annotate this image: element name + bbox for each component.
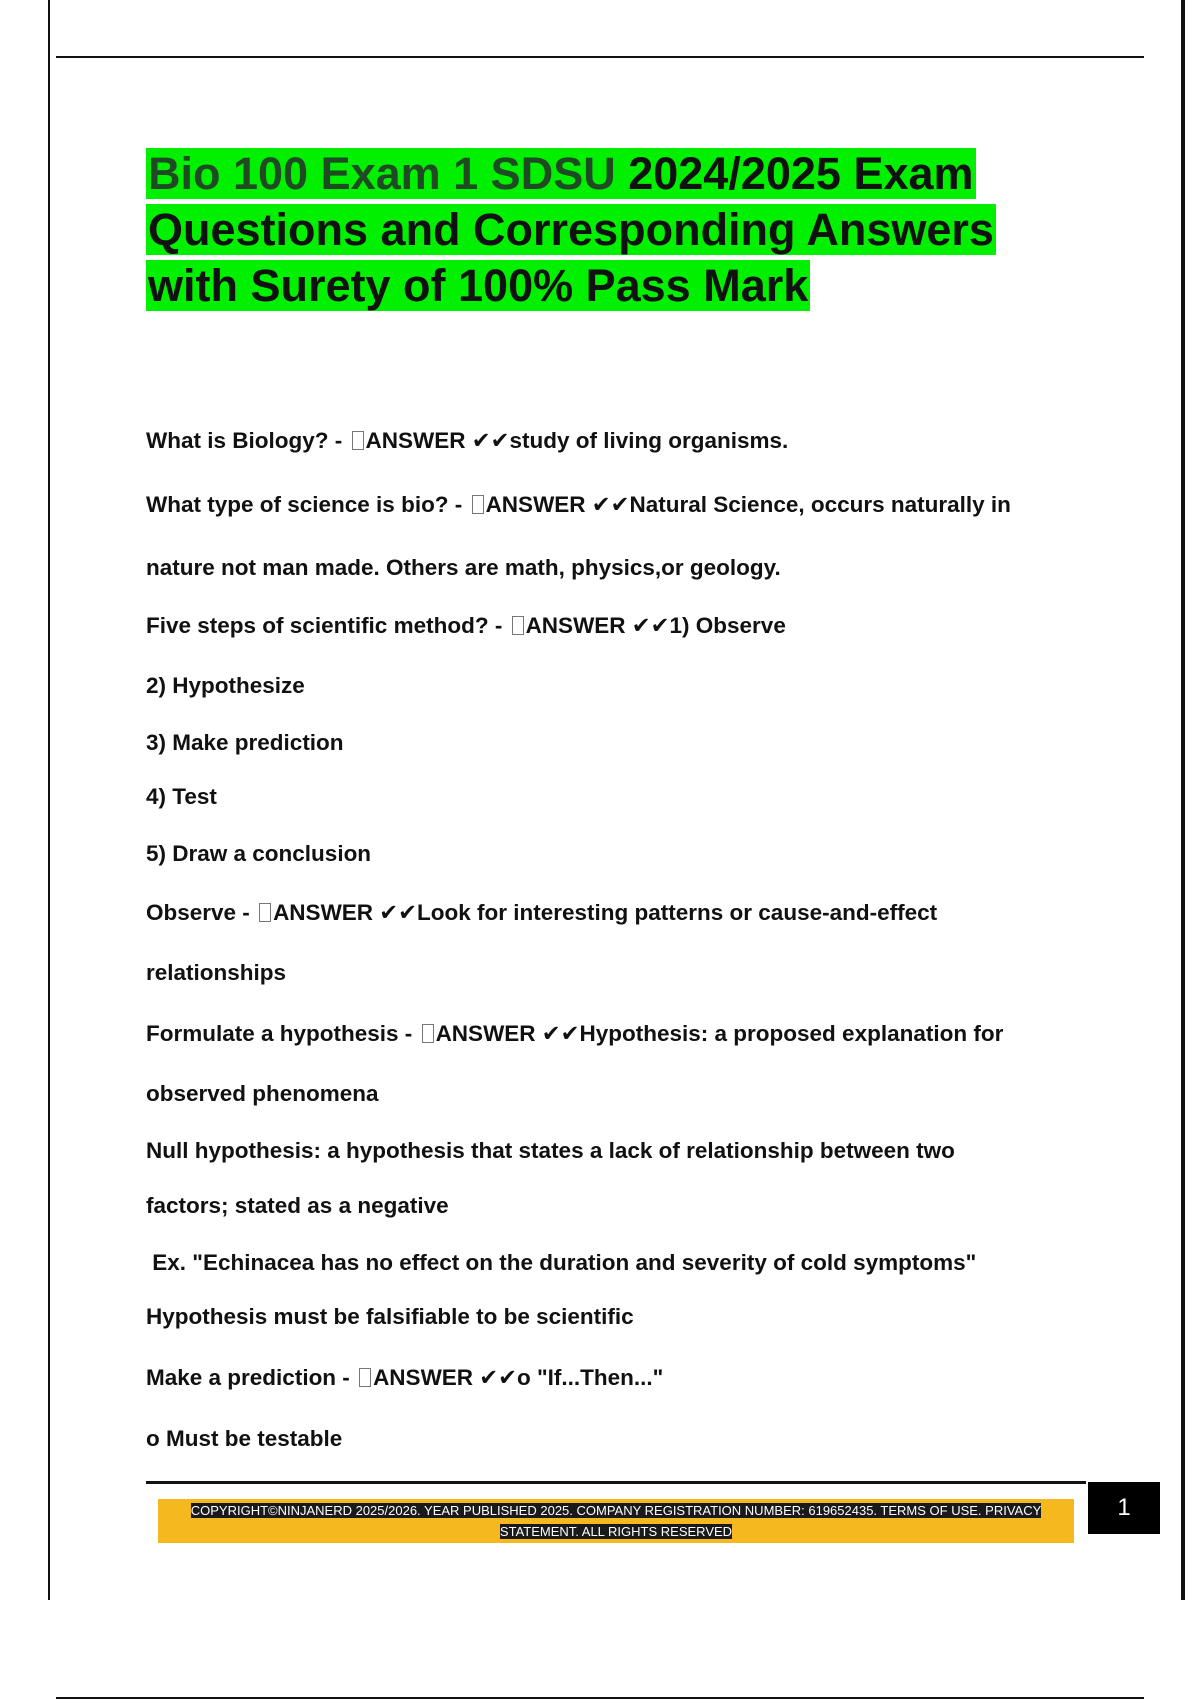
answer-continuation: Hypothesis must be falsifiable to be scientific	[146, 1304, 634, 1329]
missing-glyph-icon	[422, 1024, 434, 1043]
question-text: Formulate a hypothesis -	[146, 1021, 419, 1046]
question-text: What type of science is bio? -	[146, 492, 469, 517]
qa-line	[146, 491, 1011, 519]
footer-rule	[146, 1481, 1086, 1484]
list-item: 5) Draw a conclusion	[146, 841, 372, 866]
top-rule	[56, 56, 1144, 58]
list-item: 4) Test	[146, 784, 217, 809]
list-item: 2) Hypothesize	[146, 673, 305, 698]
document-title	[146, 146, 1086, 314]
answer-text: ANSWER ✔✔study of living organisms.	[365, 428, 789, 453]
question-text: Observe -	[146, 900, 257, 925]
question-text: What is Biology? -	[146, 428, 349, 453]
answer-text: ANSWER ✔✔Natural Science, occurs naturally in	[485, 492, 1011, 517]
answer-continuation: o Must be testable	[146, 1426, 343, 1451]
copyright-notice	[170, 1500, 1062, 1542]
page-border-left	[48, 0, 50, 1600]
title-line-3: with Surety of 100% Pass Mark	[148, 260, 809, 311]
answer-text: ANSWER ✔✔1) Observe	[525, 613, 786, 638]
qa-line	[146, 612, 786, 640]
answer-text: ANSWER ✔✔Hypothesis: a proposed explanation for	[435, 1021, 1004, 1046]
qa-line	[146, 1020, 1003, 1048]
answer-text: ANSWER ✔✔o "If...Then..."	[373, 1365, 664, 1390]
answer-continuation: factors; stated as a negative	[146, 1193, 449, 1218]
list-item: 3) Make prediction	[146, 730, 344, 755]
qa-line	[146, 899, 937, 927]
copyright-line-2: STATEMENT. ALL RIGHTS RESERVED	[499, 1524, 733, 1539]
page-number: 1	[1088, 1482, 1160, 1534]
missing-glyph-icon	[472, 495, 484, 514]
answer-continuation: observed phenomena	[146, 1081, 379, 1106]
copyright-line-1: COPYRIGHT©NINJANERD 2025/2026. YEAR PUBLISHED 2025. COMPANY REGISTRATION NUMBER: 619652435. TERMS OF USE. PRIVACY	[190, 1503, 1042, 1518]
question-text: Five steps of scientific method? -	[146, 613, 509, 638]
answer-continuation: nature not man made. Others are math, physics,or geology.	[146, 555, 781, 580]
missing-glyph-icon	[512, 616, 524, 635]
answer-continuation: Ex. "Echinacea has no effect on the duration and severity of cold symptoms"	[146, 1250, 977, 1275]
question-text: Make a prediction -	[146, 1365, 357, 1390]
answer-continuation: relationships	[146, 960, 287, 985]
missing-glyph-icon	[359, 1368, 371, 1387]
page-border-right	[1181, 0, 1185, 1600]
answer-text: ANSWER ✔✔Look for interesting patterns or cause-and-effect	[273, 900, 938, 925]
answer-continuation: Null hypothesis: a hypothesis that states a lack of relationship between two	[146, 1138, 955, 1163]
title-highlight	[146, 148, 996, 311]
title-line-2: Questions and Corresponding Answers	[148, 204, 994, 255]
title-part-2: 2024/2025 Exam	[615, 148, 974, 199]
qa-line	[146, 1364, 663, 1392]
qa-line	[146, 427, 788, 455]
missing-glyph-icon	[352, 431, 364, 450]
title-part-1: Bio 100 Exam 1 SDSU	[148, 148, 616, 199]
bottom-rule	[56, 1697, 1144, 1699]
missing-glyph-icon	[259, 903, 271, 922]
